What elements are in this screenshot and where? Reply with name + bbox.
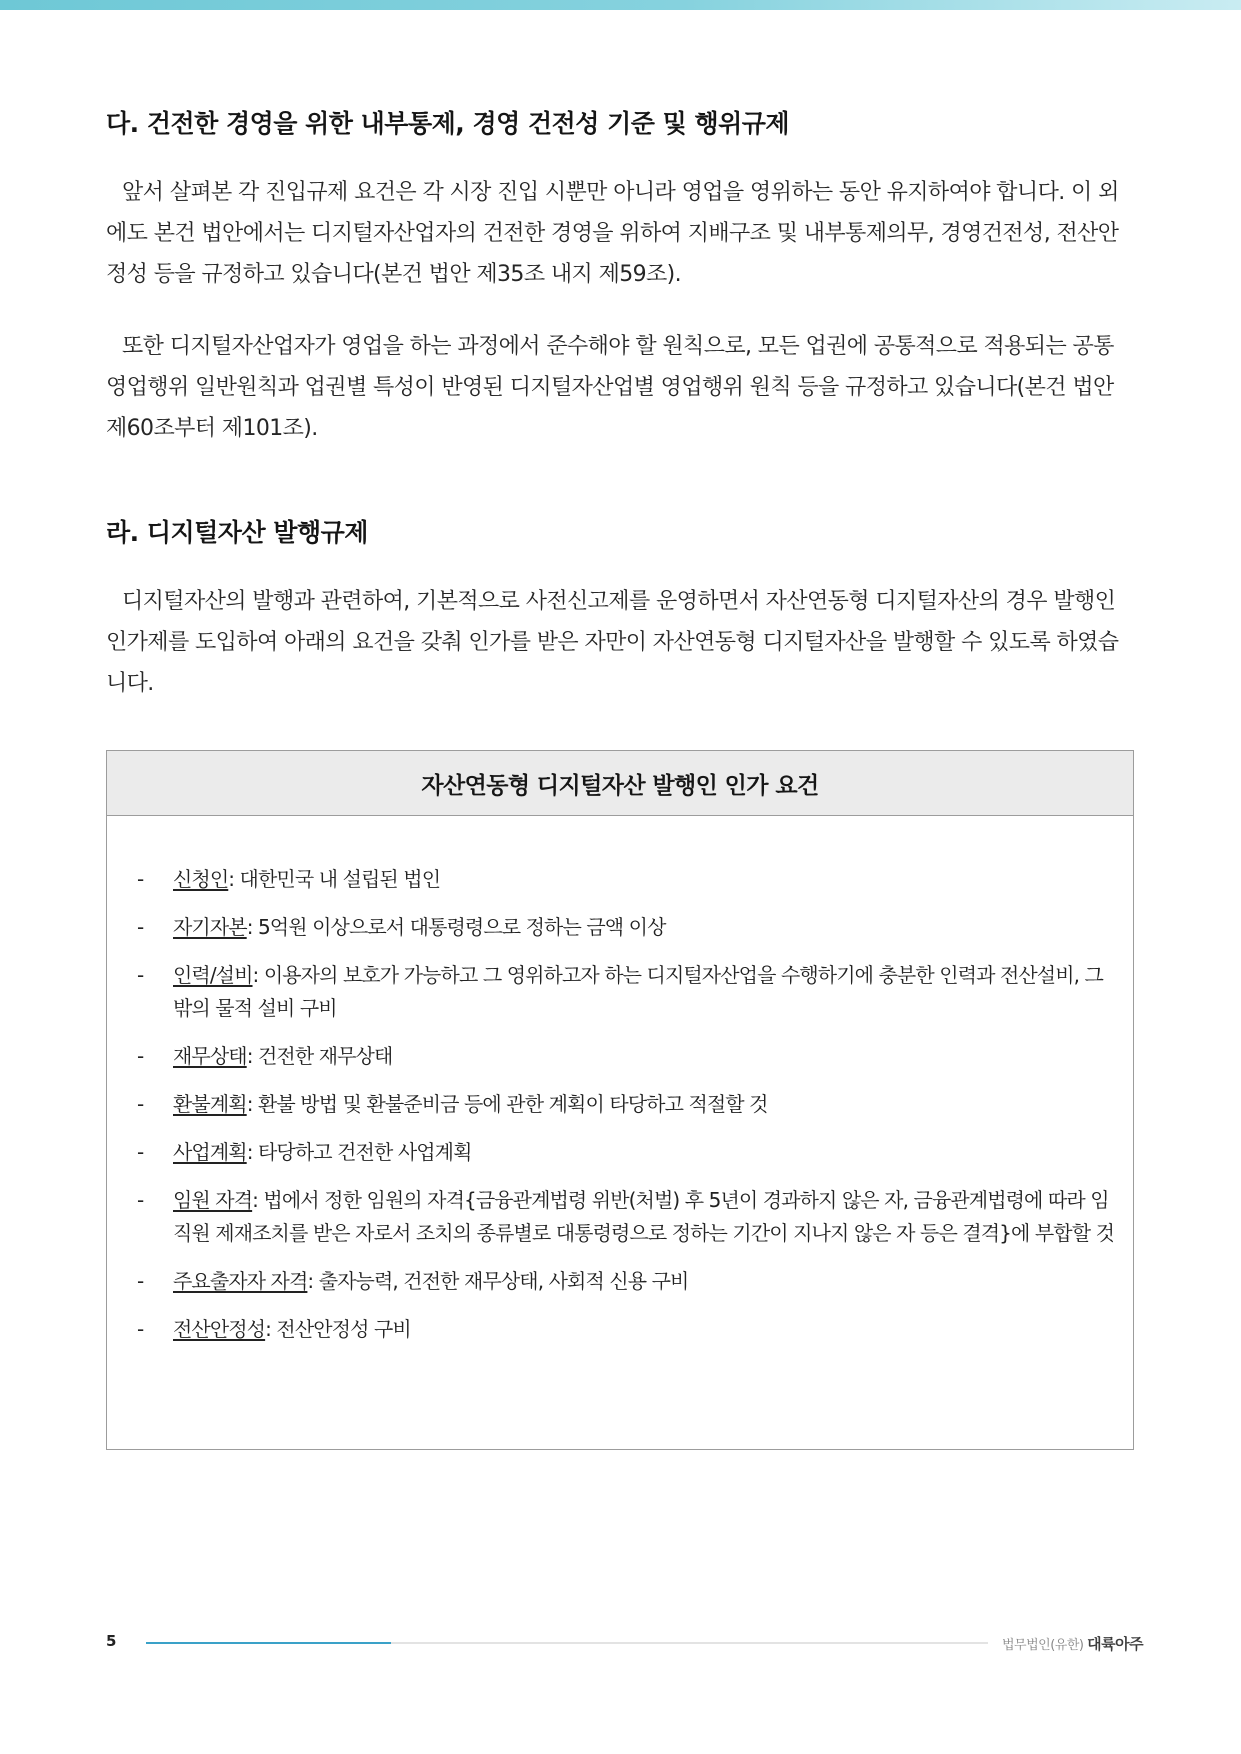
requirement-text: : 환불 방법 및 환불준비금 등에 관한 계획이 타당하고 적절할 것 xyxy=(246,1092,768,1116)
footer-firm-prefix: 법무법인(유한) xyxy=(1002,1638,1084,1653)
requirement-item xyxy=(137,1136,1117,1169)
requirement-text: : 출자능력, 건전한 재무상태, 사회적 신용 구비 xyxy=(307,1269,689,1293)
footer-firm-logo xyxy=(1002,1633,1143,1654)
footer-divider xyxy=(146,1642,988,1644)
bullet-dash: - xyxy=(137,1044,144,1068)
requirement-label: 전산안정성 xyxy=(173,1317,266,1341)
requirement-item xyxy=(137,863,1117,896)
footer-divider-accent xyxy=(146,1642,391,1644)
requirement-item xyxy=(137,1265,1117,1298)
bullet-dash: - xyxy=(137,1188,144,1212)
requirement-text: : 이용자의 보호가 가능하고 그 영위하고자 하는 디지털자산업을 수행하기에 충분한 인력과 전산설비, 그 밖의 물적 설비 구비 xyxy=(173,963,1103,1020)
requirements-box-title: 자산연동형 디지털자산 발행인 인가 요건 xyxy=(107,751,1133,816)
section-heading-issuance-regulation: 라. 디지털자산 발행규제 xyxy=(106,518,368,547)
bullet-dash: - xyxy=(137,1092,144,1116)
bullet-dash: - xyxy=(137,915,144,939)
requirement-item xyxy=(137,959,1117,1025)
bullet-dash: - xyxy=(137,963,144,987)
requirement-label: 자기자본 xyxy=(173,915,247,939)
requirement-label: 사업계획 xyxy=(173,1140,247,1164)
requirement-text: : 건전한 재무상태 xyxy=(246,1044,393,1068)
section-heading-internal-control: 다. 건전한 경영을 위한 내부통제, 경영 건전성 기준 및 행위규제 xyxy=(106,109,790,138)
page-number: 5 xyxy=(106,1632,117,1650)
paragraph-entry-requirements: 앞서 살펴본 각 진입규제 요건은 각 시장 진입 시뿐만 아니라 영업을 영위하는 동안 유지하여야 합니다. 이 외에도 본건 법안에서는 디지털자산업자의 건전한 경영을 위하여 지배구조 및 내부통제의무, 경영건전성, 전산안정성 등을 규정하고 있습니다(본건 법안 제35조 내지 제59조). xyxy=(106,180,1119,287)
bullet-dash: - xyxy=(137,1317,144,1341)
requirement-text: : 5억원 이상으로서 대통령령으로 정하는 금액 이상 xyxy=(246,915,666,939)
requirement-item xyxy=(137,1184,1117,1250)
requirement-label: 주요출자자 자격 xyxy=(173,1269,308,1293)
requirement-item xyxy=(137,1088,1117,1121)
requirement-item xyxy=(137,1040,1117,1073)
footer-firm-name: 대륙아주 xyxy=(1087,1635,1144,1653)
requirement-item xyxy=(137,1313,1117,1346)
requirements-list xyxy=(137,863,1117,1361)
requirement-label: 인력/설비 xyxy=(173,963,253,987)
paragraph-business-conduct: 또한 디지털자산업자가 영업을 하는 과정에서 준수해야 할 원칙으로, 모든 업권에 공통적으로 적용되는 공통 영업행위 일반원칙과 업권별 특성이 반영된 디지털자산업별 영업행위 원칙 등을 규정하고 있습니다(본건 법안 제60조부터 제101조). xyxy=(106,334,1114,441)
bullet-dash: - xyxy=(137,1140,144,1164)
bullet-dash: - xyxy=(137,1269,144,1293)
requirement-text: : 타당하고 건전한 사업계획 xyxy=(246,1140,472,1164)
requirement-item xyxy=(137,911,1117,944)
requirements-box xyxy=(106,750,1134,1450)
requirement-text: : 전산안정성 구비 xyxy=(265,1317,411,1341)
top-accent-bar xyxy=(0,0,1241,10)
requirement-label: 신청인 xyxy=(173,867,229,891)
requirement-label: 재무상태 xyxy=(173,1044,247,1068)
paragraph-issuance-licensing: 디지털자산의 발행과 관련하여, 기본적으로 사전신고제를 운영하면서 자산연동형 디지털자산의 경우 발행인 인가제를 도입하여 아래의 요건을 갖춰 인가를 받은 자만이 자산연동형 디지털자산을 발행할 수 있도록 하였습니다. xyxy=(106,589,1119,696)
requirement-text: : 법에서 정한 임원의 자격{금융관계법령 위반(처벌) 후 5년이 경과하지 않은 자, 금융관계법령에 따라 임직원 제재조치를 받은 자로서 조치의 종류별로 대통령령으로 정하는 기간이 지나지 않은 자 등은 결격}에 부합할 것 xyxy=(173,1188,1115,1245)
requirement-text: : 대한민국 내 설립된 법인 xyxy=(228,867,441,891)
requirement-label: 임원 자격 xyxy=(173,1188,253,1212)
requirement-label: 환불계획 xyxy=(173,1092,247,1116)
bullet-dash: - xyxy=(137,867,144,891)
